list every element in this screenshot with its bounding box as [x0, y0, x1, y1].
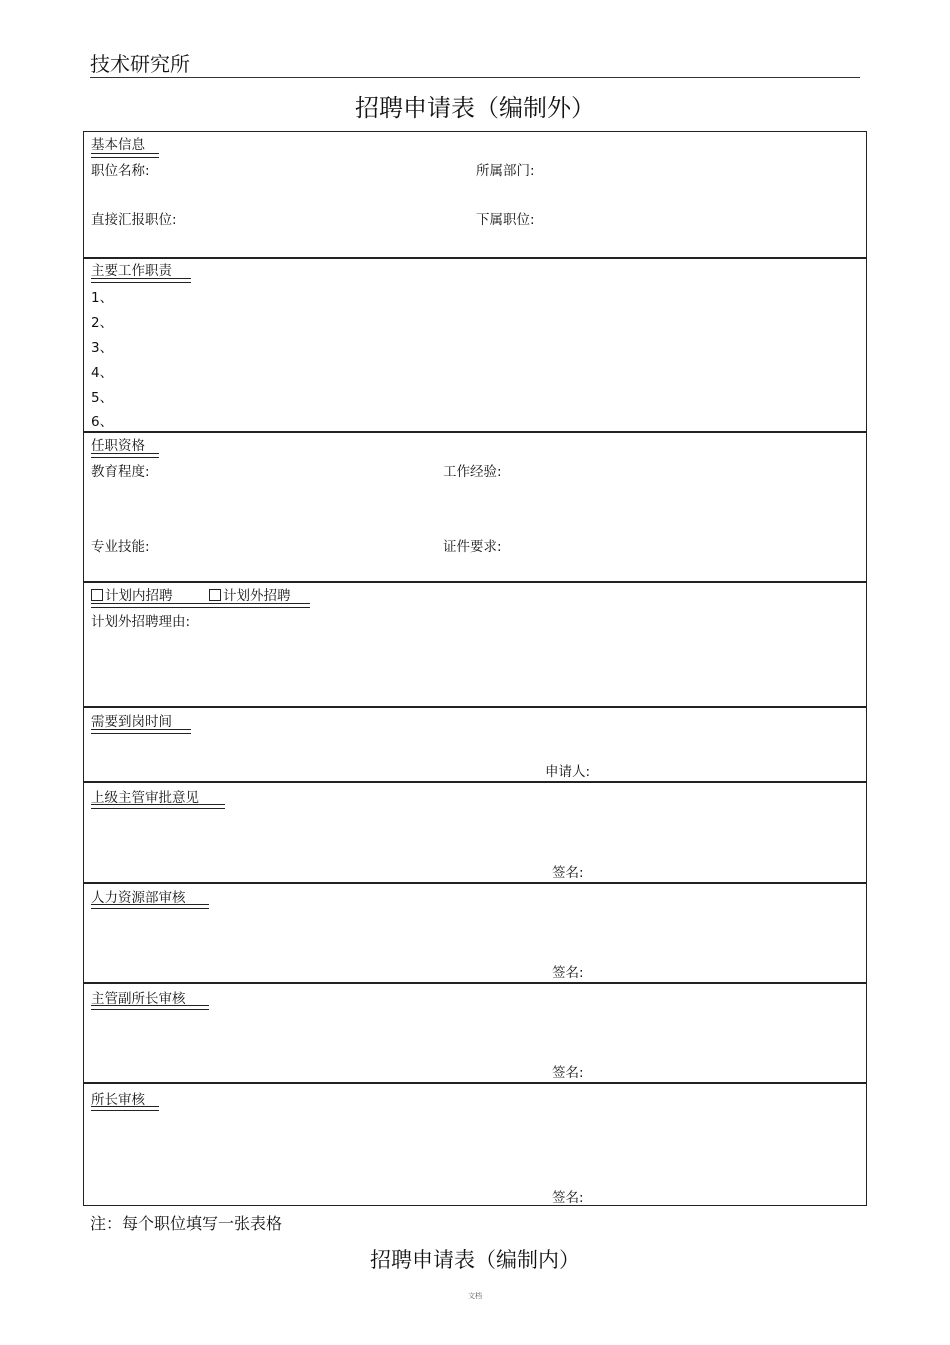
out-plan-reason-label: 计划外招聘理由:: [91, 614, 191, 630]
section-heading-supervisor: 上级主管审批意见: [91, 790, 199, 806]
organization-name: 技术研究所: [90, 52, 190, 76]
signature-label: 签名:: [552, 1065, 584, 1081]
education-label: 教育程度:: [91, 464, 150, 480]
report-to-label: 直接汇报职位:: [91, 212, 177, 228]
position-name-label: 职位名称:: [91, 163, 150, 179]
skills-label: 专业技能:: [91, 539, 150, 555]
duty-item: 2、: [91, 315, 114, 331]
heading-underline: [91, 1005, 209, 1010]
duty-item: 1、: [91, 290, 114, 306]
section-divider: [84, 431, 866, 433]
heading-underline: [91, 1106, 159, 1111]
heading-underline: [91, 453, 159, 458]
section-heading-arrival-time: 需要到岗时间: [91, 714, 172, 730]
out-plan-checkbox-option[interactable]: [209, 584, 291, 604]
section-heading-deputy: 主管副所长审核: [91, 991, 186, 1007]
page-footer: 文档: [468, 1292, 482, 1300]
next-form-title: 招聘申请表（编制内）: [370, 1248, 580, 1272]
section-divider: [84, 781, 866, 783]
section-heading-duties: 主要工作职责: [91, 263, 172, 279]
section-divider: [84, 982, 866, 984]
checkbox-icon[interactable]: [91, 589, 103, 601]
in-plan-checkbox-option[interactable]: [91, 584, 173, 604]
section-divider: [84, 882, 866, 884]
section-divider: [84, 581, 866, 583]
heading-underline: [91, 804, 225, 809]
section-heading-director: 所长审核: [91, 1092, 145, 1108]
department-label: 所属部门:: [476, 163, 535, 179]
heading-underline: [91, 904, 209, 909]
form-title: 招聘申请表（编制外）: [355, 94, 595, 122]
recruitment-form: [83, 131, 867, 1206]
section-divider: [84, 706, 866, 708]
section-heading-basic-info: 基本信息: [91, 137, 145, 153]
heading-underline: [91, 603, 310, 608]
section-divider: [84, 257, 866, 259]
certificates-label: 证件要求:: [443, 539, 502, 555]
section-heading-hr: 人力资源部审核: [91, 890, 186, 906]
heading-underline: [91, 729, 191, 734]
applicant-label: 申请人:: [545, 764, 591, 780]
checkbox-icon[interactable]: [209, 589, 221, 601]
section-heading-qualifications: 任职资格: [91, 438, 145, 454]
duty-item: 6、: [91, 414, 114, 430]
form-note: 注：每个职位填写一张表格: [90, 1214, 283, 1233]
header-rule: [90, 77, 860, 78]
duty-item: 4、: [91, 365, 114, 381]
in-plan-label: 计划内招聘: [105, 588, 173, 604]
heading-underline: [91, 278, 191, 283]
signature-label: 签名:: [552, 965, 584, 981]
experience-label: 工作经验:: [443, 464, 502, 480]
heading-underline: [91, 153, 159, 158]
duty-item: 5、: [91, 390, 114, 406]
signature-label: 签名:: [552, 865, 584, 881]
subordinate-label: 下属职位:: [476, 212, 535, 228]
signature-label: 签名:: [552, 1190, 584, 1206]
out-plan-label: 计划外招聘: [223, 588, 291, 604]
section-divider: [84, 1082, 866, 1084]
duty-item: 3、: [91, 340, 114, 356]
